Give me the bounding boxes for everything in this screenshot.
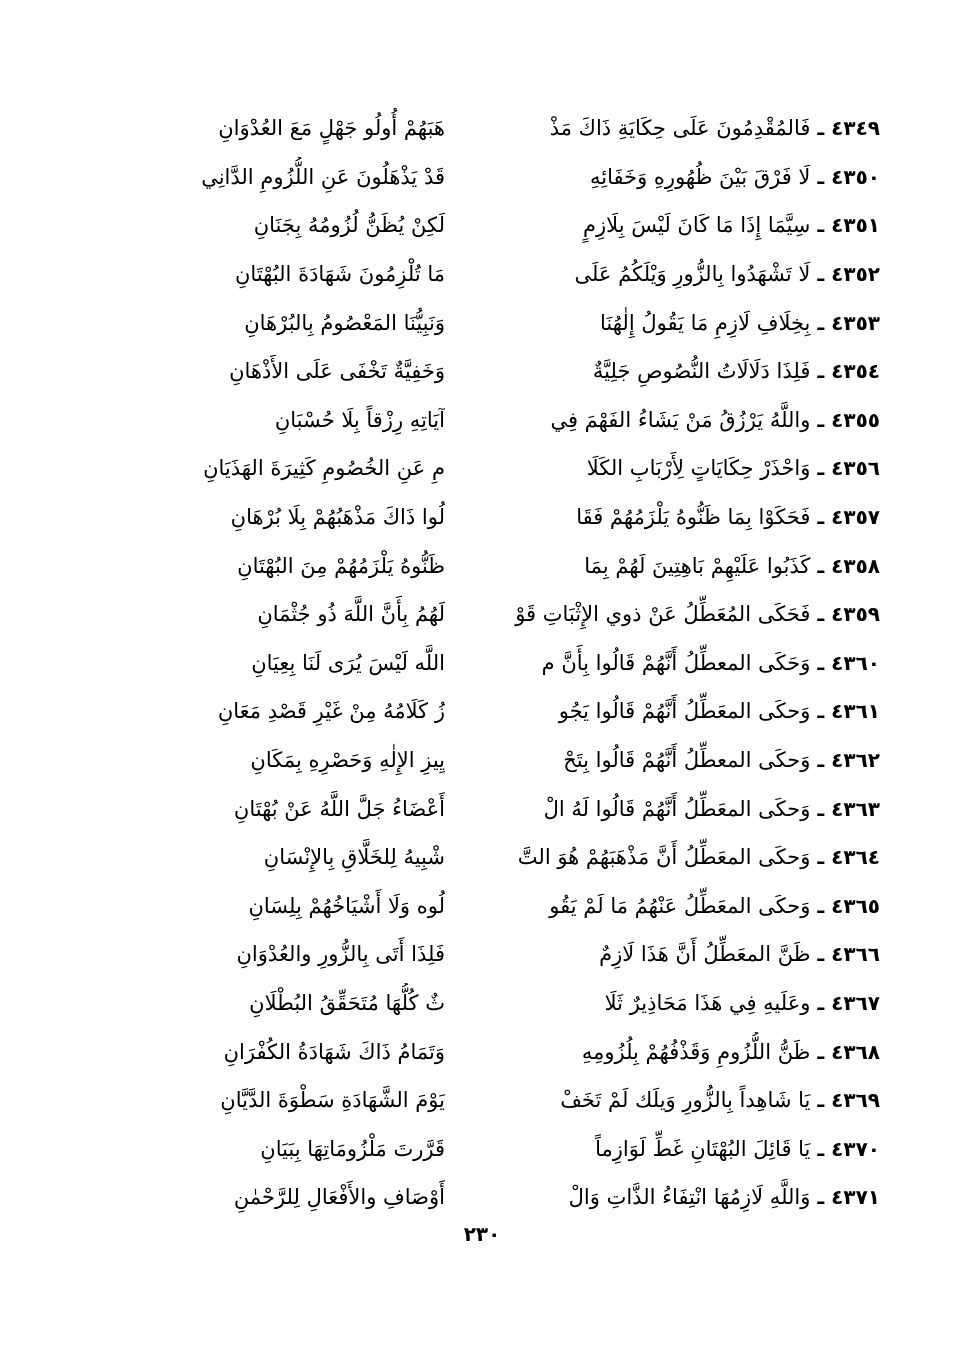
verse-first-hemistich <box>485 983 880 1023</box>
page-number: ٢٣٠ <box>463 1222 501 1246</box>
verse-second-hemistich: لَهُمُ بِأَنَّ اللَّهَ ذُو جُثْمَانِ <box>257 602 445 627</box>
verse-number-dash: ـ <box>810 699 832 724</box>
verse-line <box>90 590 880 639</box>
verse-first-hemistich <box>485 691 880 731</box>
verse-number: ٤٣٦٠ <box>831 650 880 675</box>
verse-number: ٤٣٦٦ <box>831 942 880 967</box>
verse-second-hemistich: أَعْضَاءُ جَلَّ اللَّهُ عَنْ بُهْتَانِ <box>233 796 445 821</box>
first-hemistich-text: فَالمُقْدِمُونَ عَلَى حِكَايَةِ ذَاكَ مَذْ <box>549 116 811 141</box>
verse-number: ٤٣٥٩ <box>831 602 880 627</box>
first-hemistich-text: يَا شَاهِداً بِالزُّورِ وَيلَك لَمْ تَخَفْ <box>560 1088 811 1113</box>
verse-line <box>90 201 880 250</box>
verse-number-dash: ـ <box>810 602 832 627</box>
first-hemistich-text: لَا تَشْهَدُوا بِالزُّورِ وَيْلَكُمُ عَلَى <box>574 262 811 287</box>
verse-number-dash: ـ <box>810 505 832 530</box>
verse-number-dash: ـ <box>810 942 832 967</box>
verse-first-hemistich <box>485 303 880 343</box>
verse-line <box>90 298 880 347</box>
verse-second-hemistich: وَخَفِيَّةٌ تَخْفَى عَلَى الأَذْهَانِ <box>229 359 445 384</box>
poem-verses <box>90 104 880 1222</box>
verse-number-dash: ـ <box>810 1039 832 1064</box>
verse-second-hemistich: ثٌ كُلُّهَا مُتَحَقِّقُ البُطْلَانِ <box>249 990 445 1015</box>
verse-first-hemistich <box>485 351 880 391</box>
first-hemistich-text: وعَلَيهِ فِي هَذَا مَحَاذِيرٌ ثَلَا <box>604 990 811 1015</box>
verse-second-hemistich: شْبِيهُ لِلخَلَّاقِ بِالإِنْسَانِ <box>263 845 445 870</box>
first-hemistich-text: واللَّهُ يَرْزُقُ مَنْ يَشَاءُ الفَهْمَ فِي <box>550 407 811 432</box>
verse-line <box>90 930 880 979</box>
first-hemistich-text: فَحَكَوْا بِمَا ظَنُّوهُ يَلْزَمُهُمْ فَقَا <box>576 505 811 530</box>
verse-first-hemistich <box>485 108 880 148</box>
verse-first-hemistich <box>485 497 880 537</box>
verse-second-hemistich: هَبَهُمْ أُولُو جَهْلٍ مَعَ العُدْوَانِ <box>218 116 445 141</box>
verse-second-hemistich: آيَاتِهِ رِزْقاً بِلَا حُسْبَانِ <box>274 407 445 432</box>
verse-line <box>90 882 880 931</box>
verse-number-dash: ـ <box>810 359 832 384</box>
verse-number: ٤٣٥٥ <box>831 407 880 432</box>
verse-number: ٤٣٦٣ <box>831 796 880 821</box>
verse-number: ٤٣٥١ <box>831 213 880 238</box>
verse-number: ٤٣٥٨ <box>831 553 880 578</box>
verse-number: ٤٣٦٧ <box>831 990 880 1015</box>
verse-first-hemistich <box>485 1032 880 1072</box>
verse-line <box>90 784 880 833</box>
verse-number-dash: ـ <box>810 310 832 335</box>
verse-line <box>90 1076 880 1125</box>
first-hemistich-text: بِخِلَافِ لَازِمِ مَا يَقُولُ إِلٰهُنَا <box>600 310 811 335</box>
verse-second-hemistich: لَكِنْ يُظَنُّ لُزُومُهُ بِجَنَانِ <box>253 213 445 238</box>
first-hemistich-text: وَحكَى المعَطِّلُ أَنَّهُمْ قَالُوا لَهُ الْ <box>543 796 811 821</box>
verse-number-dash: ـ <box>810 990 832 1015</box>
verse-number-dash: ـ <box>810 796 832 821</box>
verse-number: ٤٣٦٤ <box>831 845 880 870</box>
verse-number-dash: ـ <box>810 1185 832 1210</box>
verse-line <box>90 639 880 688</box>
verse-line <box>90 736 880 785</box>
verse-second-hemistich: وَتَمَامُ ذَاكَ شَهَادَةُ الكُفْرَانِ <box>223 1039 445 1064</box>
verse-first-hemistich <box>485 594 880 634</box>
verse-line <box>90 1027 880 1076</box>
first-hemistich-text: وَحكَى المعطِّلُ أَنَّهُمْ قَالُوا بِتَحْ <box>563 748 811 773</box>
verse-number: ٤٣٥٠ <box>831 164 880 189</box>
verse-number: ٤٣٥٢ <box>831 262 880 287</box>
verse-number: ٤٣٥٧ <box>831 505 880 530</box>
verse-first-hemistich <box>485 789 880 829</box>
verse-line <box>90 396 880 445</box>
verse-first-hemistich <box>485 740 880 780</box>
verse-first-hemistich <box>485 934 880 974</box>
verse-second-hemistich: مَا تُلْزِمُونَ شَهَادَةَ البُهْتَانِ <box>234 262 445 287</box>
first-hemistich-text: وَاحْذَرْ حِكَايَاتٍ لِأَرْبَابِ الكَلَا <box>586 456 811 481</box>
verse-number-dash: ـ <box>810 1136 832 1161</box>
verse-first-hemistich <box>485 886 880 926</box>
verse-line <box>90 250 880 299</box>
verse-number-dash: ـ <box>810 1088 832 1113</box>
verse-first-hemistich <box>485 1129 880 1169</box>
verse-number: ٤٣٧٠ <box>831 1136 880 1161</box>
verse-number-dash: ـ <box>810 650 832 675</box>
first-hemistich-text: لَا فَرْقَ بَيْنَ ظُهُورِهِ وَخَفَائِهِ <box>590 164 811 189</box>
first-hemistich-text: سِيَّمَا إِذَا مَا كَانَ لَيْسَ بِلَازِمٍ <box>583 213 811 238</box>
verse-second-hemistich: لُوه وَلَا أَشْيَاخُهُمْ بِلِسَانِ <box>248 893 445 918</box>
first-hemistich-text: وَحكَى المعَطِّلُ أَنَّهُمْ قَالُوا يَجُو <box>558 699 811 724</box>
verse-first-hemistich <box>485 643 880 683</box>
verse-number-dash: ـ <box>810 213 832 238</box>
verse-second-hemistich: يَوْمَ الشَّهَادَةِ سَطْوَةَ الدَّيَّانِ <box>220 1088 445 1113</box>
verse-second-hemistich: وَنَبِيُّنَا المَعْصُومُ بِالبُرْهَانِ <box>244 310 445 335</box>
first-hemistich-text: فَلِذَا دَلَالَاتُ النُّصُوصِ جَلِيَّةٌ <box>592 359 811 384</box>
verse-second-hemistich: قَدْ يَذْهَلُونَ عَنِ اللُّزُومِ الدَّانِي <box>201 164 445 189</box>
verse-second-hemistich: زُ كَلَامُهُ مِنْ غَيْرِ قَصْدِ مَعَانِ <box>217 699 445 724</box>
verse-number: ٤٣٤٩ <box>831 116 880 141</box>
verse-first-hemistich <box>485 400 880 440</box>
verse-line <box>90 444 880 493</box>
verse-second-hemistich: يِيزِ الإِلٰهِ وَحَصْرِهِ بِمَكَانِ <box>250 748 445 773</box>
first-hemistich-text: وَحَكَى المعطِّلُ أَنَّهُمْ قَالُوا بِأَنَّ م <box>541 650 811 675</box>
verse-first-hemistich <box>485 205 880 245</box>
verse-line <box>90 1173 880 1222</box>
first-hemistich-text: وَحكَى المعَطِّلُ أَنَّ مَذْهَبَهُمْ هُوَ التَّ <box>517 845 811 870</box>
verse-number-dash: ـ <box>810 262 832 287</box>
verse-second-hemistich: ظَنُّوهُ يَلْزَمُهُمْ مِنَ البُهْتَانِ <box>237 553 445 578</box>
verse-first-hemistich <box>485 254 880 294</box>
verse-number-dash: ـ <box>810 553 832 578</box>
verse-first-hemistich <box>485 448 880 488</box>
first-hemistich-text: فَحَكَى المُعَطِّلُ عَنْ ذوي الإِثْبَاتِ قَوْ <box>515 602 811 627</box>
verse-line <box>90 541 880 590</box>
verse-line <box>90 687 880 736</box>
verse-number: ٤٣٦٥ <box>831 893 880 918</box>
verse-line <box>90 347 880 396</box>
verse-second-hemistich: قَرَّرتَ مَلْزُومَاتِهَا بِبَيَانِ <box>260 1136 445 1161</box>
verse-line <box>90 493 880 542</box>
verse-second-hemistich: مِ عَنِ الخُصُومِ كَثِيرَةَ الهَذَيَانِ <box>203 456 445 481</box>
verse-number: ٤٣٥٦ <box>831 456 880 481</box>
verse-number: ٤٣٦١ <box>831 699 880 724</box>
first-hemistich-text: وَاللَّهِ لَازِمُهَا انْتِفَاءُ الذَّاتِ وَالْ <box>568 1185 811 1210</box>
verse-first-hemistich <box>485 546 880 586</box>
verse-number: ٤٣٧١ <box>831 1185 880 1210</box>
verse-first-hemistich <box>485 157 880 197</box>
first-hemistich-text: ظَنَّ المعَطِّلُ أَنَّ هَذَا لَازِمٌ <box>599 942 811 967</box>
verse-line <box>90 979 880 1028</box>
verse-line <box>90 1124 880 1173</box>
verse-number-dash: ـ <box>810 407 832 432</box>
verse-number-dash: ـ <box>810 164 832 189</box>
verse-number-dash: ـ <box>810 116 832 141</box>
verse-second-hemistich: فَلِذَا أَتَى بِالزُّورِ والعُدْوَانِ <box>236 942 445 967</box>
verse-number-dash: ـ <box>810 748 832 773</box>
verse-second-hemistich: أَوْصَافِ والأَفْعَالِ لِلرَّحْمٰنِ <box>233 1185 445 1210</box>
verse-first-hemistich <box>485 1177 880 1217</box>
first-hemistich-text: ظَنُّ اللُّزُومِ وَقَذْفُهُمْ بِلُزُومِهِ <box>581 1039 811 1064</box>
verse-second-hemistich: لُوا ذَاكَ مَذْهَبُهُمْ بِلَا بُرْهَانِ <box>230 505 445 530</box>
verse-number-dash: ـ <box>810 456 832 481</box>
verse-line <box>90 833 880 882</box>
verse-number: ٤٣٥٣ <box>831 310 880 335</box>
verse-number: ٤٣٦٢ <box>831 748 880 773</box>
verse-line <box>90 153 880 202</box>
verse-line <box>90 104 880 153</box>
first-hemistich-text: وَحكَى المعَطِّلُ عَنْهُمُ مَا لَمْ يَقُو <box>549 893 811 918</box>
first-hemistich-text: كَذَبُوا عَلَيْهِمْ بَاهِتِينَ لَهُمْ بِمَا <box>584 553 811 578</box>
verse-first-hemistich <box>485 837 880 877</box>
verse-second-hemistich: اللَّه لَيْسَ يُرَى لَنَا بِعِيَانِ <box>251 650 445 675</box>
first-hemistich-text: يَا قَائِلَ البُهْتَانِ غَطِّ لَوَازِماً <box>595 1136 811 1161</box>
verse-number-dash: ـ <box>810 845 832 870</box>
verse-number: ٤٣٥٤ <box>831 359 880 384</box>
verse-number: ٤٣٦٩ <box>831 1088 880 1113</box>
verse-number-dash: ـ <box>810 893 832 918</box>
verse-first-hemistich <box>485 1080 880 1120</box>
verse-number: ٤٣٦٨ <box>831 1039 880 1064</box>
